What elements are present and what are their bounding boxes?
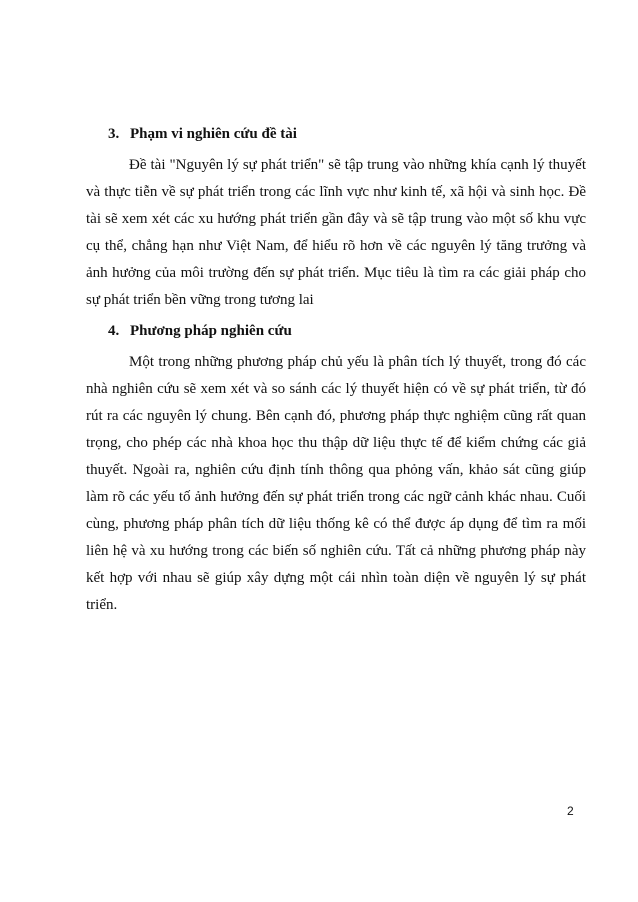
section-4-heading [86, 318, 586, 344]
section-4-title: Phương pháp nghiên cứu [130, 323, 292, 339]
section-4-number: 4. [108, 323, 120, 339]
section-3-paragraph: Đề tài "Nguyên lý sự phát triển" sẽ tập trung vào những khía cạnh lý thuyết và thực tiễn về sự phát triển trong các lĩnh vực như kinh tế, xã hội và sinh học. Đề tài sẽ xem xét các xu hướng phát triển gần đây và sẽ tập trung vào một số khu vực cụ thể, chẳng hạn như Việt Nam, để hiểu rõ hơn về các nguyên lý tăng trưởng và ảnh hưởng của môi trường đến sự phát triển. Mục tiêu là tìm ra các giải pháp cho sự phát triển bền vững trong tương lai [86, 157, 586, 308]
page-content [86, 121, 586, 619]
page-number: 2 [567, 804, 574, 818]
section-3-title: Phạm vi nghiên cứu đề tài [130, 126, 297, 142]
section-3-heading [86, 121, 586, 147]
section-4-paragraph: Một trong những phương pháp chủ yếu là phân tích lý thuyết, trong đó các nhà nghiên cứu sẽ xem xét và so sánh các lý thuyết hiện có về sự phát triển, từ đó rút ra các nguyên lý chung. Bên cạnh đó, phương pháp thực nghiệm cũng rất quan trọng, cho phép các nhà khoa học thu thập dữ liệu thực tế để kiểm chứng các giả thuyết. Ngoài ra, nghiên cứu định tính thông qua phỏng vấn, khảo sát cũng giúp làm rõ các yếu tố ảnh hưởng đến sự phát triển trong các ngữ cảnh khác nhau. Cuối cùng, phương pháp phân tích dữ liệu thống kê có thể được áp dụng để tìm ra mối liên hệ và xu hướng trong các biến số nghiên cứu. Tất cả những phương pháp này kết hợp với nhau sẽ giúp xây dựng một cái nhìn toàn diện về nguyên lý sự phát triển. [86, 354, 586, 613]
section-3-number: 3. [108, 126, 120, 142]
